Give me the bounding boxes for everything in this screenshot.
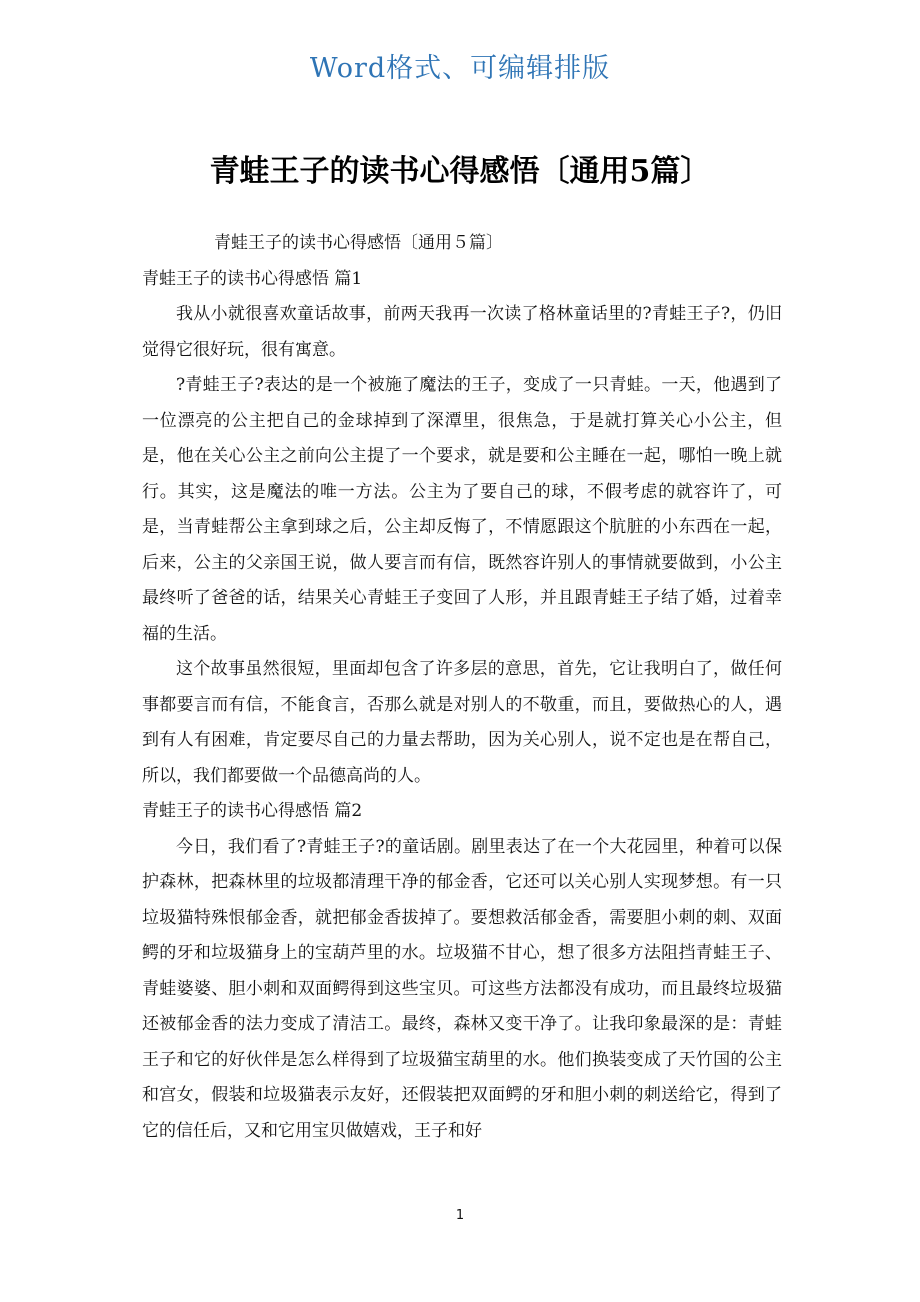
document-subtitle: 青蛙王子的读书心得感悟〔通用５篇〕 bbox=[214, 233, 503, 253]
section-heading: 青蛙王子的读书心得感悟 篇1 bbox=[142, 268, 363, 289]
document-body bbox=[142, 226, 782, 1149]
paragraph: 这个故事虽然很短，里面却包含了许多层的意思，首先，它让我明白了，做任何事都要言而有信，不能食言，否那么就是对别人的不敬重，而且，要做热心的人，遇到有人有困难，肯定要尽自己的力量去帮助，因为关心别人，说不定也是在帮自己，所以，我们都要做一个品德高尚的人。 bbox=[142, 659, 782, 786]
paragraph: ?青蛙王子?表达的是一个被施了魔法的王子，变成了一只青蛙。一天，他遇到了一位漂亮的公主把自己的金球掉到了深潭里，很焦急，于是就打算关心小公主，但是，他在关心公主之前向公主提了一个要求，就是要和公主睡在一起，哪怕一晚上就行。其实，这是魔法的唯一方法。公主为了要自己的球，不假考虑的就容许了，可是，当青蛙帮公主拿到球之后，公主却反悔了，不情愿跟这个肮脏的小东西在一起，后来，公主的父亲国王说，做人要言而有信，既然容许别人的事情就要做到，小公主最终听了爸爸的话，结果关心青蛙王子变回了人形，并且跟青蛙王子结了婚，过着幸福的生活。 bbox=[142, 375, 782, 644]
paragraph: 今日，我们看了?青蛙王子?的童话剧。剧里表达了在一个大花园里，种着可以保护森林，把森林里的垃圾都清理干净的郁金香，它还可以关心别人实现梦想。有一只垃圾猫特殊恨郁金香，就把郁金香拔掉了。要想救活郁金香，需要胆小刺的刺、双面鳄的牙和垃圾猫身上的宝葫芦里的水。垃圾猫不甘心，想了很多方法阻挡青蛙王子、青蛙婆婆、胆小刺和双面鳄得到这些宝贝。可这些方法都没有成功，而且最终垃圾猫还被郁金香的法力变成了清洁工。最终，森林又变干净了。让我印象最深的是：青蛙王子和它的好伙伴是怎么样得到了垃圾猫宝葫里的水。他们换装变成了天竹国的公主和宫女，假装和垃圾猫表示友好，还假装把双面鳄的牙和胆小刺的刺送给它，得到了它的信任后，又和它用宝贝做嬉戏，王子和好 bbox=[142, 836, 782, 1141]
document-header: Word格式、可编辑排版 bbox=[309, 53, 611, 84]
section-heading: 青蛙王子的读书心得感悟 篇2 bbox=[142, 801, 363, 821]
page-number: 1 bbox=[455, 1208, 465, 1223]
document-title: 青蛙王子的读书心得感悟〔通用5篇〕 bbox=[209, 154, 711, 189]
paragraph: 我从小就很喜欢童话故事，前两天我再一次读了格林童话里的?青蛙王子?，仍旧觉得它很好玩，很有寓意。 bbox=[142, 304, 782, 360]
